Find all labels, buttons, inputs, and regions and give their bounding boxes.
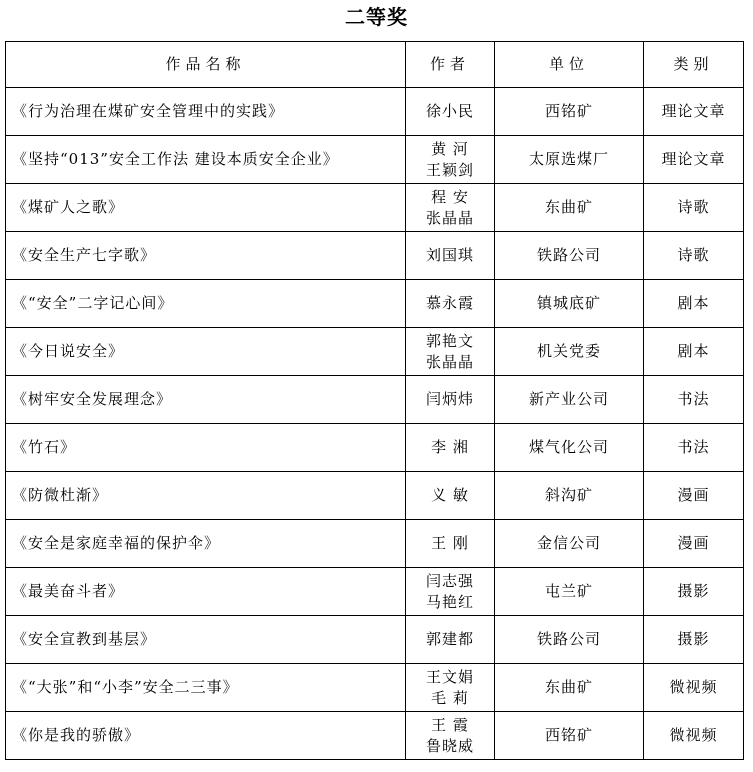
category-cell: 漫画 [644, 472, 744, 520]
author-name: 张晶晶 [425, 208, 474, 227]
author-cell [406, 232, 495, 280]
author-cell [406, 520, 495, 568]
table-header-row [6, 42, 744, 88]
category-cell: 理论文章 [644, 136, 744, 184]
author-name: 李 湘 [431, 438, 469, 456]
category-cell: 摄影 [644, 568, 744, 616]
table-row [6, 184, 744, 232]
author-cell [406, 136, 495, 184]
work-name-cell: 《煤矿人之歌》 [6, 184, 406, 232]
author-name: 张晶晶 [425, 352, 474, 371]
work-name-cell: 《今日说安全》 [6, 328, 406, 376]
unit-cell: 东曲矿 [495, 664, 644, 712]
author-cell [406, 88, 495, 136]
page-title: 二等奖 [345, 5, 408, 29]
header-name: 作品名称 [6, 42, 406, 88]
author-name: 慕永霞 [425, 294, 474, 312]
work-name-cell: 《坚持“013”安全工作法 建设本质安全企业》 [6, 136, 406, 184]
header-author: 作者 [406, 42, 495, 88]
unit-cell: 太原选煤厂 [495, 136, 644, 184]
table-row [6, 328, 744, 376]
work-name-cell: 《“安全”二字记心间》 [6, 280, 406, 328]
table-row [6, 232, 744, 280]
author-name: 徐小民 [425, 102, 474, 120]
author-cell [406, 328, 495, 376]
header-unit: 单位 [495, 42, 644, 88]
work-name-cell: 《行为治理在煤矿安全管理中的实践》 [6, 88, 406, 136]
work-name-cell: 《你是我的骄傲》 [6, 712, 406, 760]
table-row [6, 136, 744, 184]
author-name: 王 刚 [431, 534, 469, 552]
author-cell [406, 712, 495, 760]
table-row [6, 712, 744, 760]
category-cell: 漫画 [644, 520, 744, 568]
table-row [6, 280, 744, 328]
unit-cell: 铁路公司 [495, 232, 644, 280]
table-row [6, 664, 744, 712]
table-row [6, 424, 744, 472]
author-name: 毛 莉 [431, 688, 469, 707]
author-name: 郭艳文 [425, 331, 474, 350]
author-name: 闫炳炜 [425, 390, 474, 408]
author-cell [406, 376, 495, 424]
table-row [6, 520, 744, 568]
header-category: 类别 [644, 42, 744, 88]
author-name: 郭建都 [425, 630, 474, 648]
author-name: 黄 河 [431, 139, 469, 158]
author-cell [406, 664, 495, 712]
category-cell: 书法 [644, 376, 744, 424]
table-row [6, 472, 744, 520]
unit-cell: 屯兰矿 [495, 568, 644, 616]
unit-cell: 铁路公司 [495, 616, 644, 664]
category-cell: 诗歌 [644, 184, 744, 232]
author-cell [406, 184, 495, 232]
category-cell: 摄影 [644, 616, 744, 664]
category-cell: 微视频 [644, 712, 744, 760]
work-name-cell: 《“大张”和“小李”安全二三事》 [6, 664, 406, 712]
work-name-cell: 《树牢安全发展理念》 [6, 376, 406, 424]
table-row [6, 88, 744, 136]
unit-cell: 西铭矿 [495, 88, 644, 136]
category-cell: 剧本 [644, 328, 744, 376]
author-name: 闫志强 [425, 571, 474, 590]
author-name: 王文娟 [425, 667, 474, 686]
work-name-cell: 《竹石》 [6, 424, 406, 472]
author-name: 王 霞 [431, 715, 469, 734]
unit-cell: 新产业公司 [495, 376, 644, 424]
category-cell: 理论文章 [644, 88, 744, 136]
unit-cell: 东曲矿 [495, 184, 644, 232]
author-name: 刘国琪 [425, 246, 474, 264]
category-cell: 书法 [644, 424, 744, 472]
unit-cell: 斜沟矿 [495, 472, 644, 520]
category-cell: 诗歌 [644, 232, 744, 280]
category-cell: 剧本 [644, 280, 744, 328]
category-cell: 微视频 [644, 664, 744, 712]
author-cell [406, 568, 495, 616]
author-name: 马艳红 [425, 592, 474, 611]
work-name-cell: 《最美奋斗者》 [6, 568, 406, 616]
work-name-cell: 《安全是家庭幸福的保护伞》 [6, 520, 406, 568]
awards-table [5, 41, 744, 760]
unit-cell: 西铭矿 [495, 712, 644, 760]
unit-cell: 镇城底矿 [495, 280, 644, 328]
author-cell [406, 472, 495, 520]
table-row [6, 376, 744, 424]
author-name: 程 安 [431, 187, 469, 206]
work-name-cell: 《安全宣教到基层》 [6, 616, 406, 664]
author-name: 义 敏 [431, 486, 469, 504]
unit-cell: 煤气化公司 [495, 424, 644, 472]
table-body [6, 88, 744, 760]
unit-cell: 机关党委 [495, 328, 644, 376]
author-cell [406, 424, 495, 472]
table-row [6, 616, 744, 664]
author-name: 鲁晓威 [425, 736, 474, 755]
author-name: 王颖剑 [425, 160, 474, 179]
unit-cell: 金信公司 [495, 520, 644, 568]
work-name-cell: 《防微杜渐》 [6, 472, 406, 520]
work-name-cell: 《安全生产七字歌》 [6, 232, 406, 280]
author-cell [406, 616, 495, 664]
table-row [6, 568, 744, 616]
author-cell [406, 280, 495, 328]
